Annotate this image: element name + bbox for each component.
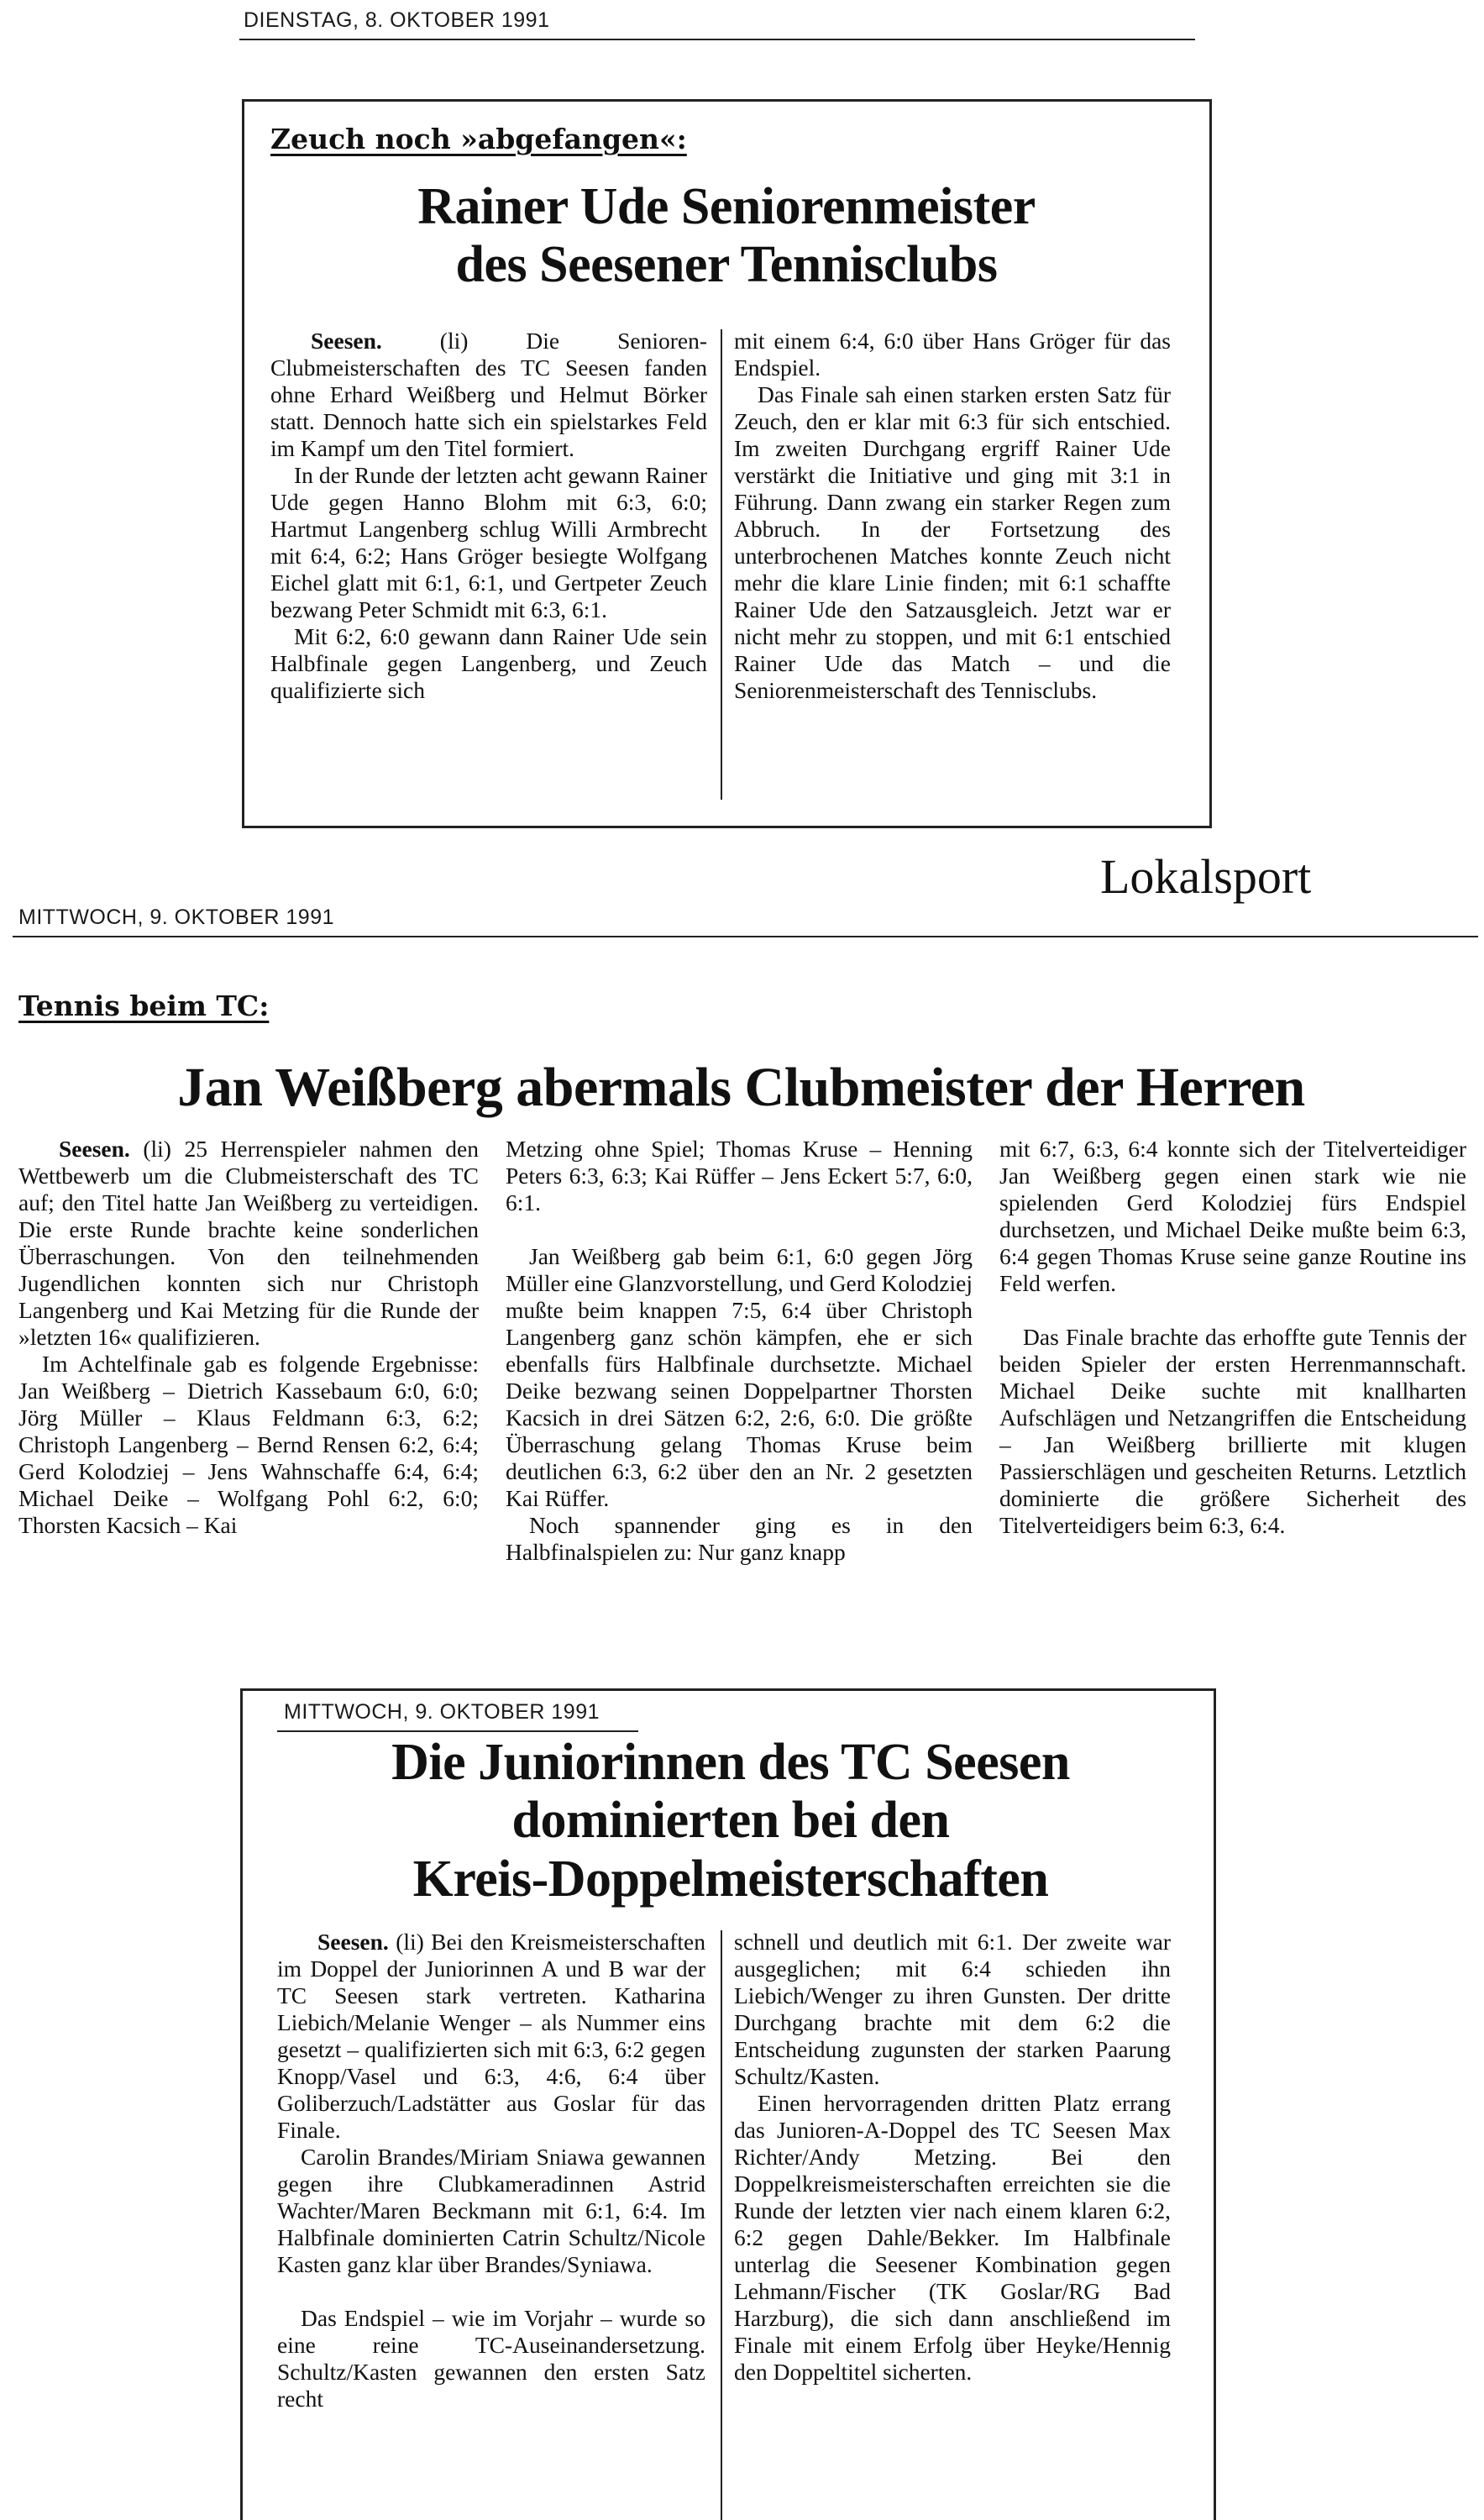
clip3-frame-top xyxy=(240,1688,1216,1691)
clip2-col2-p2: Jan Weißberg gab beim 6:1, 6:0 gegen Jörg Müller eine Glanzvorstellung, und Gerd Kolodziej mußte beim knappen 7:5, 6:4 über Christoph Langenberg ganz schön kämpfen, ehe er sich ebenfalls fürs Halbfinale durchsetzte. Michael Deike bezwang seinen Doppelpartner Thorsten Kacsich in drei Sätzen 6:2, 2:6, 6:0. Die größte Überraschung gelang Thomas Kruse beim deutlichen 6:3, 6:2 über den an Nr. 2 gesetzten Kai Rüffer. xyxy=(506,1243,973,1511)
clip1-col1-p1: (li) Die Senioren-Clubmeisterschaften des TC Seesen fanden ohne Erhard Weißberg und Helmut Börker statt. Dennoch hatte sich ein spielstarkes Feld im Kampf um den Titel formiert. xyxy=(270,328,707,461)
clip1-place: Seesen. xyxy=(311,328,382,354)
clip2-place: Seesen. xyxy=(59,1136,130,1162)
clip3-headline-line2: dominierten bei den xyxy=(511,1792,950,1850)
clip3-paragraph xyxy=(277,1929,705,2144)
clip2-col1-p2: Im Achtelfinale gab es folgende Ergebnisse: Jan Weißberg – Dietrich Kassebaum 6:0, 6:0; Jörg Müller – Klaus Feldmann 6:3, 6:2; Christoph Langenberg – Bernd Rensen 6:2, 6:4; Gerd Kolodziej – Jens Wahnschaffe 6:4, 6:4; Michael Deike – Wolfgang Pohl 6:2, 6:0; Thorsten Kacsich – Kai xyxy=(18,1351,479,1538)
clip3-headline-line3: Kreis-Doppelmeisterschaften xyxy=(412,1850,1049,1908)
clip2-kicker: Tennis beim TC: xyxy=(18,990,270,1022)
clip2-col2-p1: Metzing ohne Spiel; Thomas Kruse – Henning Peters 6:3, 6:3; Kai Rüffer – Jens Eckert 5:7, 6:0, 6:1. xyxy=(506,1136,973,1215)
clip1-column-1 xyxy=(270,328,707,704)
clip2-col2-p3: Noch spannender ging es in den Halbfinalspielen zu: Nur ganz knapp xyxy=(506,1512,973,1565)
clip1-col1-p2: In der Runde der letzten acht gewann Rainer Ude gegen Hanno Blohm mit 6:3, 6:0; Hartmut Langenberg schlug Willi Armbrecht mit 6:4, 6:2; Hans Gröger besiegte Wolfgang Eichel glatt mit 6:1, 6:1, und Gertpeter Zeuch bezwang Peter Schmidt mit 6:3, 6:1. xyxy=(270,462,707,622)
clip3-place: Seesen. xyxy=(317,1929,389,1955)
clip2-paragraph xyxy=(18,1136,479,1351)
clip1-col2-p1: mit einem 6:4, 6:0 über Hans Gröger für das Endspiel. xyxy=(734,328,1171,381)
clip3-col1-p3: Das Endspiel – wie im Vorjahr – wurde so eine reine TC-Auseinandersetzung. Schultz/Kasten gewannen den ersten Satz recht xyxy=(277,2305,705,2412)
clip3-col1-p2: Carolin Brandes/Miriam Sniawa gewannen gegen ihre Clubkameradinnen Astrid Wachter/Maren Beckmann mit 6:1, 6:4. Im Halbfinale dominierten Catrin Schultz/Nicole Kasten ganz klar über Brandes/Syniawa. xyxy=(277,2144,705,2277)
clip3-col1-p1: (li) Bei den Kreismeisterschaften im Doppel der Juniorinnen A und B war der TC Seesen stark vertreten. Katharina Liebich/Melanie Wenger – als Nummer eins gesetzt – qualifizierten sich mit 6:3, 6:2 gegen Knopp/Vasel und 6:3, 4:6, 6:4 über Goliberzuch/Ladstätter aus Goslar für das Finale. xyxy=(277,1929,705,2143)
clip2-col1-p1: (li) 25 Herrenspieler nahmen den Wettbewerb um die Clubmeisterschaft des TC auf; den Titel hatte Jan Weißberg zu verteidigen. Die erste Runde brachte keine sonderlichen Überraschungen. Von den teilnehmenden Jugendlichen konnten sich nur Christoph Langenberg und Kai Metzing für die Runde der »letzten 16« qualifizieren. xyxy=(18,1136,479,1350)
clip2-column-3 xyxy=(999,1136,1466,1539)
clip3-date-rule xyxy=(277,1730,638,1732)
clip2-col3-p2: Das Finale brachte das erhoffte gute Tennis der beiden Spieler der ersten Herrenmannschaft. Michael Deike suchte mit knallharten Aufschlägen und Netzangriffen die Entscheidung – Jan Weißberg brillierte mit klugen Passierschlägen und gescheiten Returns. Letztlich dominierte die größere Sicherheit des Titelverteidigers beim 6:3, 6:4. xyxy=(999,1324,1466,1538)
clip2-column-1 xyxy=(18,1136,479,1539)
clip1-col2-p2: Das Finale sah einen starken ersten Satz für Zeuch, den er klar mit 6:3 für sich entschied. Im zweiten Durchgang ergriff Rainer Ude verstärkt die Initiative und ging mit 3:1 in Führung. Dann zwang ein starker Regen zum Abbruch. In der Fortsetzung des unterbrochenen Matches konnte Zeuch nicht mehr die klare Linie finden; mit 6:1 schaffte Rainer Ude den Satzausgleich. Jetzt war er nicht mehr zu stoppen, und mit 6:1 entschied Rainer Ude das Match – und die Seniorenmeisterschaft des Tennisclubs. xyxy=(734,381,1171,703)
clip2-section-label: Lokalsport xyxy=(1100,849,1312,904)
clip3-column-1 xyxy=(277,1929,705,2412)
clip1-top-rule xyxy=(239,39,1195,40)
clip1-col1-p3: Mit 6:2, 6:0 gewann dann Rainer Ude sein Halbfinale gegen Langenberg, und Zeuch qualifizierte sich xyxy=(270,623,707,703)
clip3-headline-line1: Die Juniorinnen des TC Seesen xyxy=(391,1734,1070,1791)
clip1-dateline: DIENSTAG, 8. OKTOBER 1991 xyxy=(244,8,550,32)
clip3-frame-left xyxy=(240,1688,243,2520)
clip3-column-divider xyxy=(721,1930,722,2520)
clip1-column-2 xyxy=(734,328,1171,704)
clip1-kicker: Zeuch noch »abgefangen«: xyxy=(270,123,687,155)
clip3-col2-p2: Einen hervorragenden dritten Platz errang das Junioren-A-Doppel des TC Seesen Max Richter/Andy Metzing. Bei den Doppelkreismeisterschaften erreichten sie die Runde der letzten vier nach einem klaren 6:2, 6:2 gegen Dahle/Bekker. Im Halbfinale unterlag die Seesener Kombination gegen Lehmann/Fischer (TK Goslar/RG Bad Harzburg), die sich dann anschließend im Finale mit einem Erfolg über Heyke/Hennig den Doppeltitel sicherten. xyxy=(734,2090,1171,2385)
clip2-col3-p1: mit 6:7, 6:3, 6:4 konnte sich der Titelverteidiger Jan Weißberg gegen einen stark wie nie spielenden Gerd Kolodziej fürs Endspiel durchsetzen, und Michael Deike mußte beim 6:3, 6:4 gegen Thomas Kruse seine ganze Routine ins Feld werfen. xyxy=(999,1136,1466,1296)
clip3-frame-right xyxy=(1214,1688,1216,2520)
clip1-paragraph xyxy=(270,328,707,462)
clip1-headline-line1: Rainer Ude Seniorenmeister xyxy=(417,178,1036,235)
clip3-headline xyxy=(252,1734,1209,1908)
clip1-column-divider xyxy=(721,329,722,800)
clip2-column-2 xyxy=(506,1136,973,1566)
clip1-headline xyxy=(252,178,1201,295)
clip1-headline-line2: des Seesener Tennisclubs xyxy=(455,236,998,294)
clip3-col2-p1: schnell und deutlich mit 6:1. Der zweite war ausgeglichen; mit 6:4 schieden ihn Liebich/Wenger zu ihren Gunsten. Der dritte Durchgang brachte mit dem 6:2 die Entscheidung zugunsten der starken Paarung Schultz/Kasten. xyxy=(734,1929,1171,2089)
clip3-dateline: MITTWOCH, 9. OKTOBER 1991 xyxy=(284,1700,600,1724)
clip2-dateline: MITTWOCH, 9. OKTOBER 1991 xyxy=(18,906,335,929)
clip2-headline: Jan Weißberg abermals Clubmeister der Herren xyxy=(177,1057,1305,1118)
clip3-column-2 xyxy=(734,1929,1171,2386)
clip2-top-rule xyxy=(13,936,1478,937)
